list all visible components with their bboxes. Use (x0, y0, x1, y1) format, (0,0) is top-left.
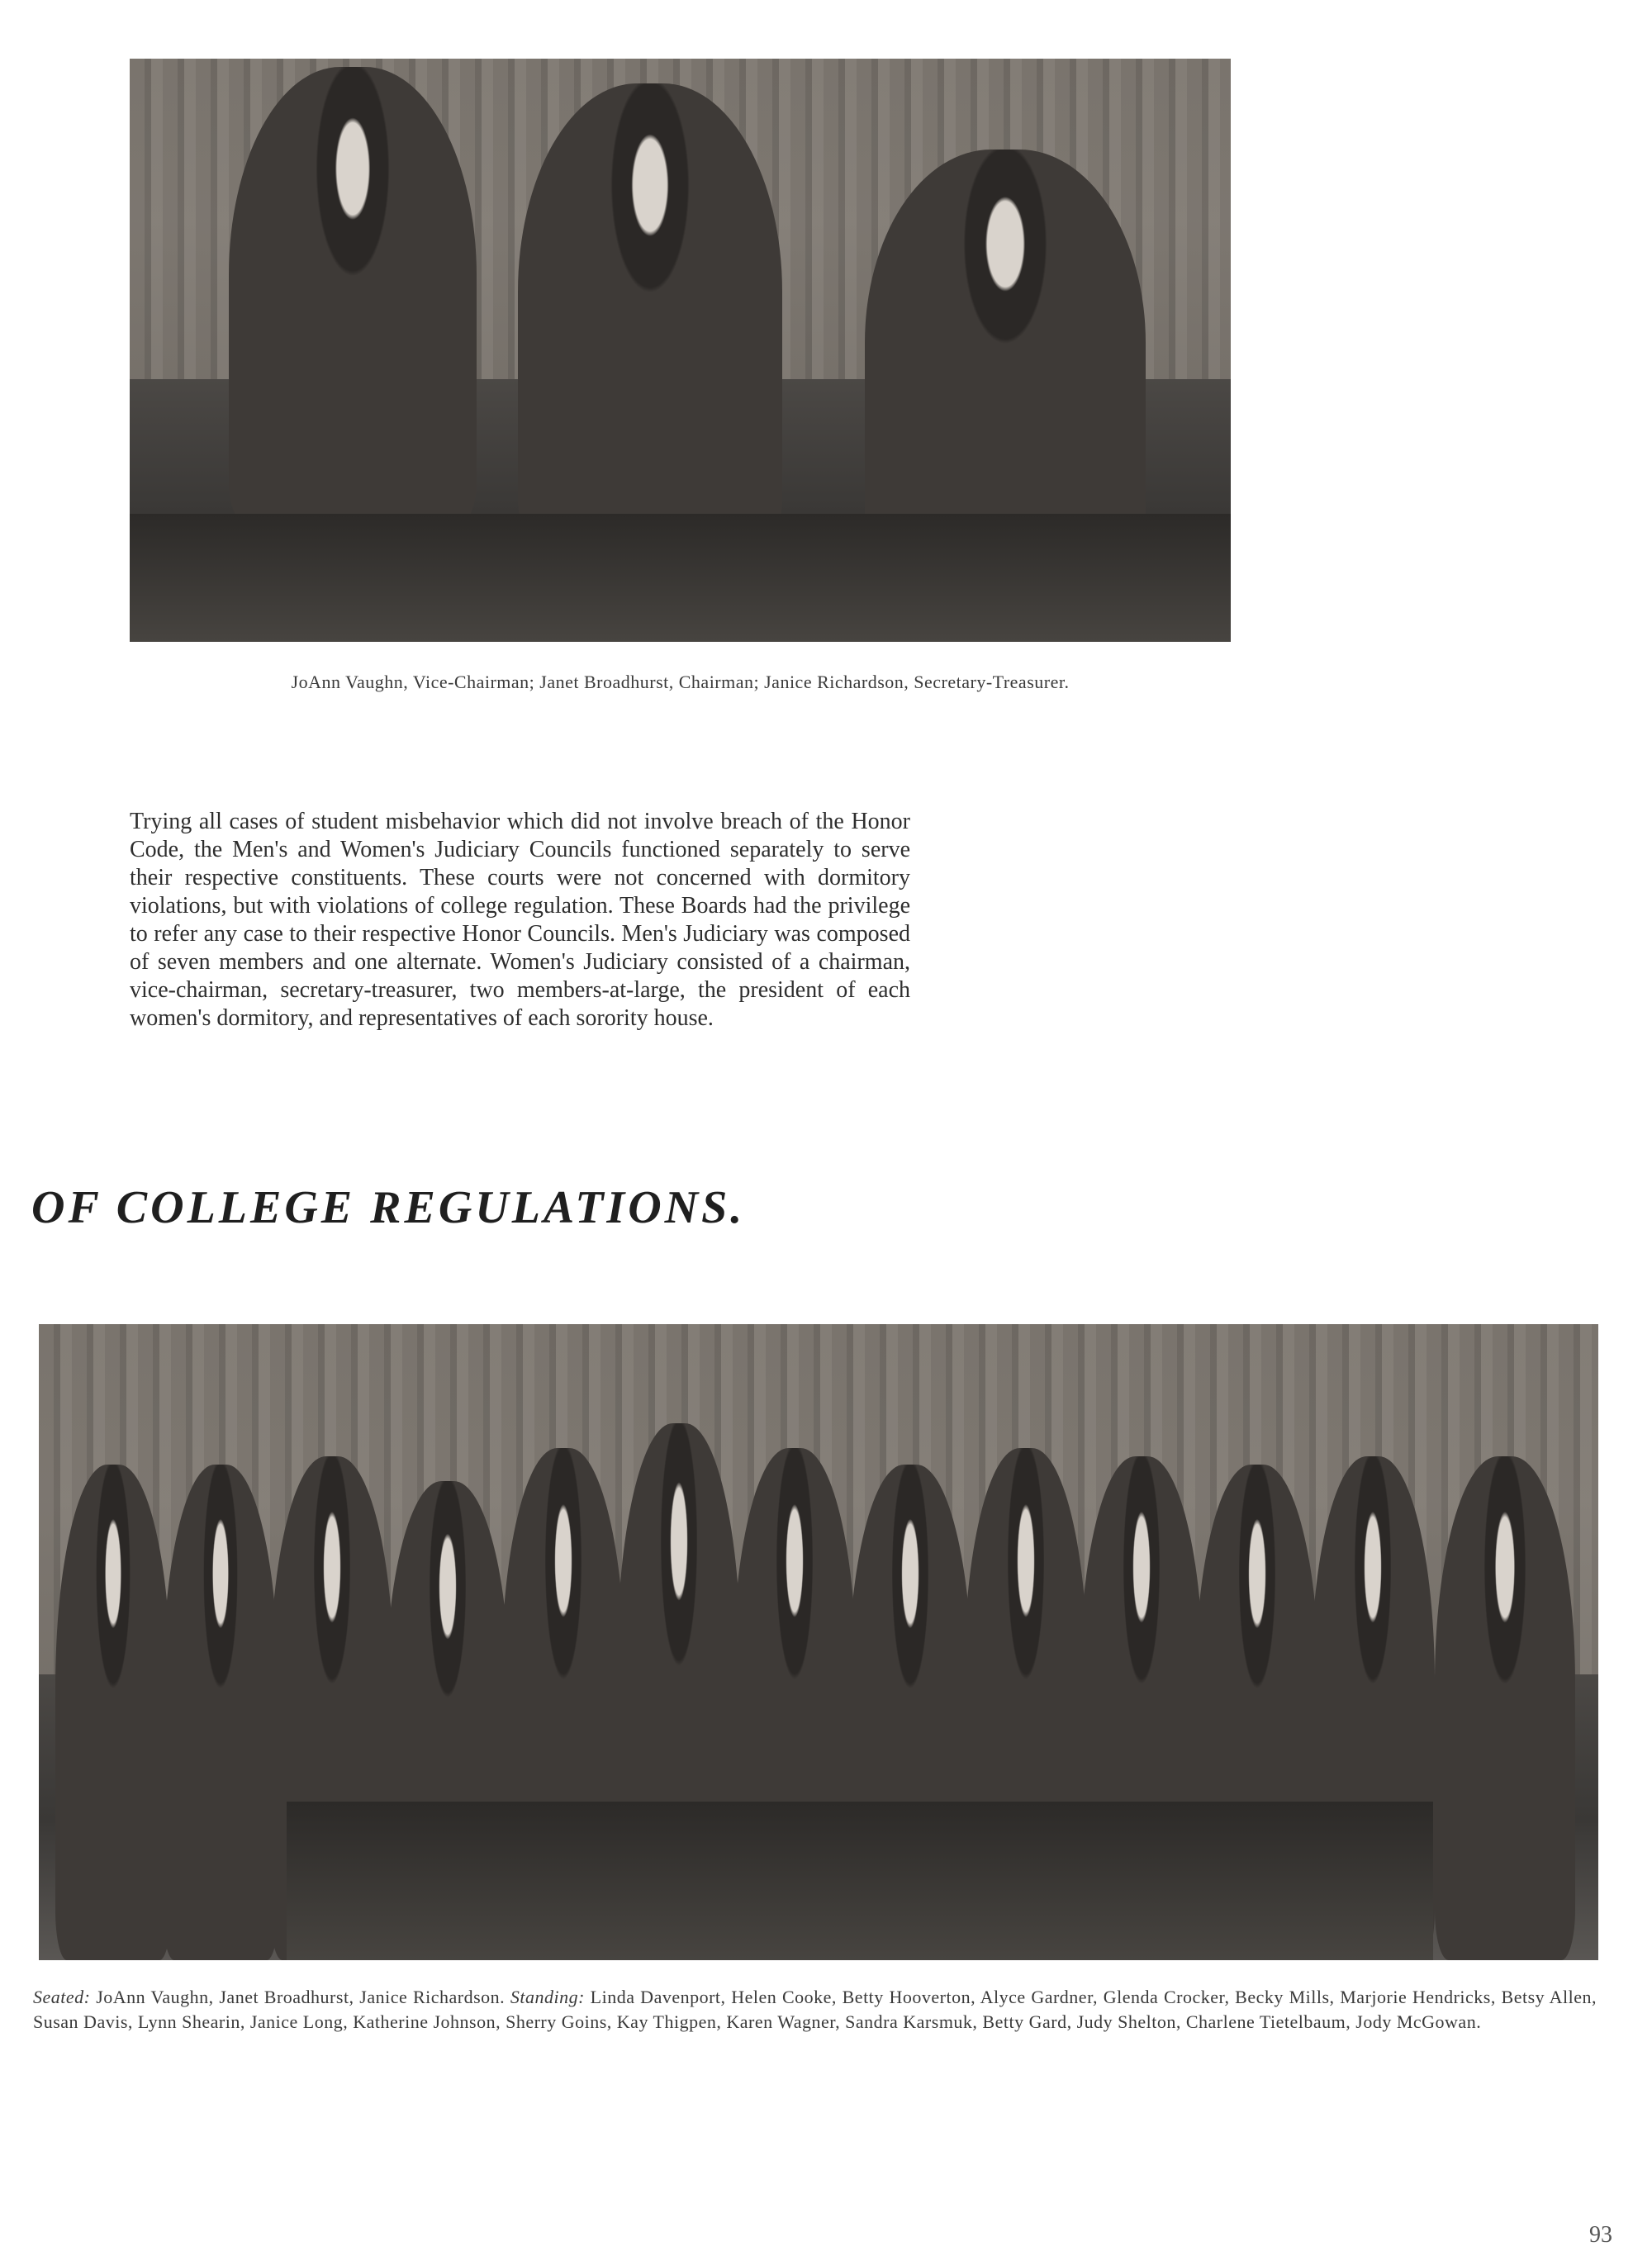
person-figure (1435, 1456, 1575, 1960)
standing-names: Linda Davenport, Helen Cooke, Betty Hooverton, Alyce Gardner, Glenda Crocker, Becky Mills, Marjorie Hendricks, Betsy Allen, Susan Davis, Lynn Shearin, Janice Long, Katherine Johnson, Sherry Goins, Kay Thigpen, Karen Wagner, Sandra Karsmuk, Betty Gard, Judy Shelton, Charlene Tietelbaum, Jody McGowan. (33, 1987, 1597, 2032)
officers-photo (130, 59, 1231, 642)
person-figure (163, 1465, 278, 1960)
group-photo (39, 1324, 1598, 1960)
table (130, 514, 1231, 642)
seated-names: JoAnn Vaughn, Janet Broadhurst, Janice Richardson. (96, 1987, 506, 2007)
person-figure (55, 1465, 171, 1960)
person-figure (518, 83, 782, 546)
page-number: 93 (1589, 2222, 1612, 2248)
officers-caption: JoAnn Vaughn, Vice-Chairman; Janet Broadhurst, Chairman; Janice Richardson, Secretary-Treasurer. (291, 672, 1070, 692)
standing-label: Standing: (510, 1987, 585, 2007)
person-figure (229, 67, 477, 529)
body-paragraph: Trying all cases of student misbehavior which did not involve breach of the Honor Code, the Men's and Women's Judiciary Councils functioned separately to serve their respective constituents. These courts were not concerned with dormitory violations, but with violations of college regulation. These Boards had the privilege to refer any case to their respective Honor Councils. Men's Judiciary was composed of seven members and one alternate. Women's Judiciary consisted of a chairman, vice-chairman, secretary-treasurer, two members-at-large, the president of each women's dormitory, and representatives of each sorority house. (130, 809, 910, 1031)
section-heading: OF COLLEGE REGULATIONS. (31, 1182, 746, 1233)
group-caption (33, 1985, 1597, 2035)
seated-label: Seated: (33, 1987, 91, 2007)
table (287, 1802, 1433, 1961)
